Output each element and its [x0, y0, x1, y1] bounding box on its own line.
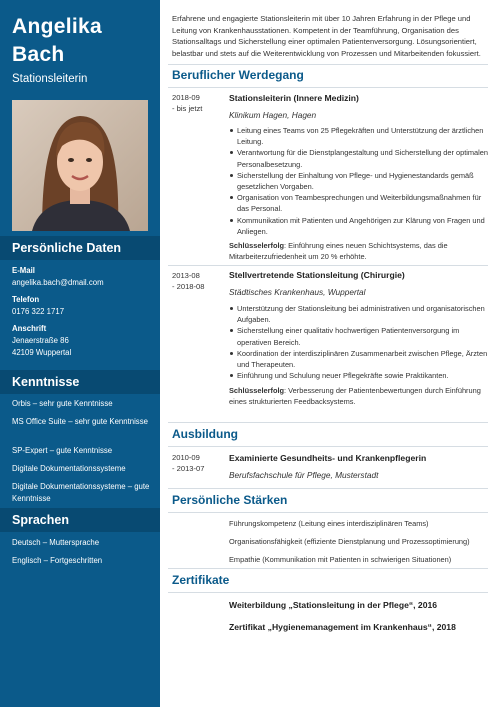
list-item: Verantwortung für die Dienstplangestaltung und Sicherstellung der optimalen Personalbesetzung.	[229, 147, 491, 169]
skill-item: Orbis – sehr gute Kenntnisse	[12, 399, 113, 408]
education-title: Examinierte Gesundheits- und Krankenpflegerin	[229, 453, 427, 463]
list-item: Organisation von Teambesprechungen und Weiterbildungsmaßnahmen für das Personal.	[229, 192, 491, 214]
skill-item: SP-Expert – gute Kenntnisse	[12, 446, 113, 455]
last-name: Bach	[12, 43, 65, 66]
address-street: Jenaerstraße 86	[12, 336, 69, 345]
profile-photo	[12, 100, 148, 231]
skill-item: Digitale Dokumentationssysteme	[12, 464, 126, 473]
job-date-start: 2013-08	[172, 271, 200, 280]
job-date-start: 2018-09	[172, 93, 200, 102]
phone-label: Telefon	[12, 295, 40, 304]
section-divider	[168, 512, 488, 513]
section-divider	[168, 592, 488, 593]
job-date-end: - 2018-08	[172, 282, 205, 291]
list-item: Unterstützung der Stationsleitung bei administrativen und organisatorischen Aufgaben.	[229, 303, 491, 325]
job-date-end: - bis jetzt	[172, 104, 203, 113]
list-item: Sicherstellung einer qualitativ hochwertigen Patientenversorgung im operativen Bereich.	[229, 325, 491, 347]
strength-item: Organisationsfähigkeit (effiziente Dienstplanung und Prozessoptimierung)	[229, 537, 470, 546]
job-key-success	[229, 240, 491, 262]
list-item: Einführung und Schulung neuer Pflegekräfte sowie Praktikanten.	[229, 370, 491, 381]
list-item: Koordination der interdisziplinären Zusammenarbeit zwischen Pflege, Ärzten und Therapeuten.	[229, 348, 491, 370]
strength-item: Führungskompetenz (Leitung eines interdisziplinären Teams)	[229, 519, 429, 528]
key-success-text: : Einführung eines neuen Schichtsystems, das die Mitarbeiterzufriedenheit um 20 % erhöhte.	[229, 241, 448, 262]
section-divider	[168, 64, 488, 65]
job-company: Städtisches Krankenhaus, Wuppertal	[229, 287, 366, 297]
list-item: Leitung eines Teams von 25 Pflegekräften und Unterstützung der ärztlichen Leitung.	[229, 125, 491, 147]
section-divider	[168, 87, 488, 88]
languages-heading: Sprachen	[0, 508, 160, 532]
education-heading: Ausbildung	[172, 427, 238, 441]
phone-value[interactable]: 0176 322 1717	[12, 307, 65, 316]
language-item: Englisch – Fortgeschritten	[12, 556, 103, 565]
education-date-end: - 2013-07	[172, 464, 205, 473]
job-title: Stellvertretende Stationsleitung (Chirurgie)	[229, 270, 405, 280]
skill-item: Digitale Dokumentationssysteme – gute Kenntnisse	[12, 482, 150, 503]
key-success-label: Schlüsselerfolg	[229, 241, 285, 250]
job-duties-list	[229, 125, 491, 237]
main-content	[160, 0, 500, 707]
list-item: Sicherstellung der Einhaltung von Pflege- und Hygienestandards gemäß gesetzlichen Vorgaben.	[229, 170, 491, 192]
personal-data-heading: Persönliche Daten	[0, 236, 160, 260]
section-divider	[168, 422, 488, 423]
strengths-heading: Persönliche Stärken	[172, 493, 288, 507]
job-role: Stationsleiterin	[12, 73, 88, 85]
education-school: Berufsfachschule für Pflege, Musterstadt	[229, 470, 379, 480]
first-name: Angelika	[12, 15, 102, 38]
key-success-text: : Verbesserung der Patientenbewertungen durch Einführung eines strukturierten Feedbacksystems.	[229, 386, 481, 407]
strength-item: Empathie (Kommunikation mit Patienten in schwierigen Situationen)	[229, 555, 452, 564]
job-key-success	[229, 385, 491, 407]
email-label: E-Mail	[12, 266, 35, 275]
certificates-heading: Zertifikate	[172, 573, 230, 587]
address-label: Anschrift	[12, 324, 47, 333]
language-item: Deutsch – Muttersprache	[12, 538, 100, 547]
profile-summary: Erfahrene und engagierte Stationsleiterin mit über 10 Jahren Erfahrung in der Pflege und Leitung von Krankenhausstationen. Kompetent in der Teamführung, Organisation des Stationsalltags und Sicherstellung einer optimalen Patientenversorgung. Lösungsorientiert, belastbar und stets auf die Weiterentwicklung von Prozessen und Mitarbeitenden fokussiert.	[172, 14, 481, 58]
experience-heading: Beruflicher Werdegang	[172, 68, 304, 82]
section-divider	[168, 446, 488, 447]
email-value[interactable]: angelika.bach@dmail.com	[12, 278, 104, 287]
candidate-name	[12, 13, 102, 69]
skill-item: MS Office Suite – sehr gute Kenntnisse	[12, 417, 148, 426]
sidebar	[0, 0, 160, 707]
skills-heading: Kenntnisse	[0, 370, 160, 394]
section-divider	[168, 568, 488, 569]
job-company: Klinikum Hagen, Hagen	[229, 110, 317, 120]
section-divider	[168, 488, 488, 489]
list-item: Kommunikation mit Patienten und Angehörigen zur Klärung von Fragen und Anliegen.	[229, 215, 491, 237]
certificate-item: Weiterbildung „Stationsleitung in der Pflege“, 2016	[229, 600, 438, 610]
portrait-illustration	[12, 100, 148, 231]
section-divider	[168, 265, 488, 266]
key-success-label: Schlüsselerfolg	[229, 386, 285, 395]
address-city: 42109 Wuppertal	[12, 348, 72, 357]
job-duties-list	[229, 303, 491, 381]
education-date-start: 2010-09	[172, 453, 200, 462]
job-title: Stationsleiterin (Innere Medizin)	[229, 93, 359, 103]
certificate-item: Zertifikat „Hygienemanagement im Krankenhaus“, 2018	[229, 622, 456, 632]
